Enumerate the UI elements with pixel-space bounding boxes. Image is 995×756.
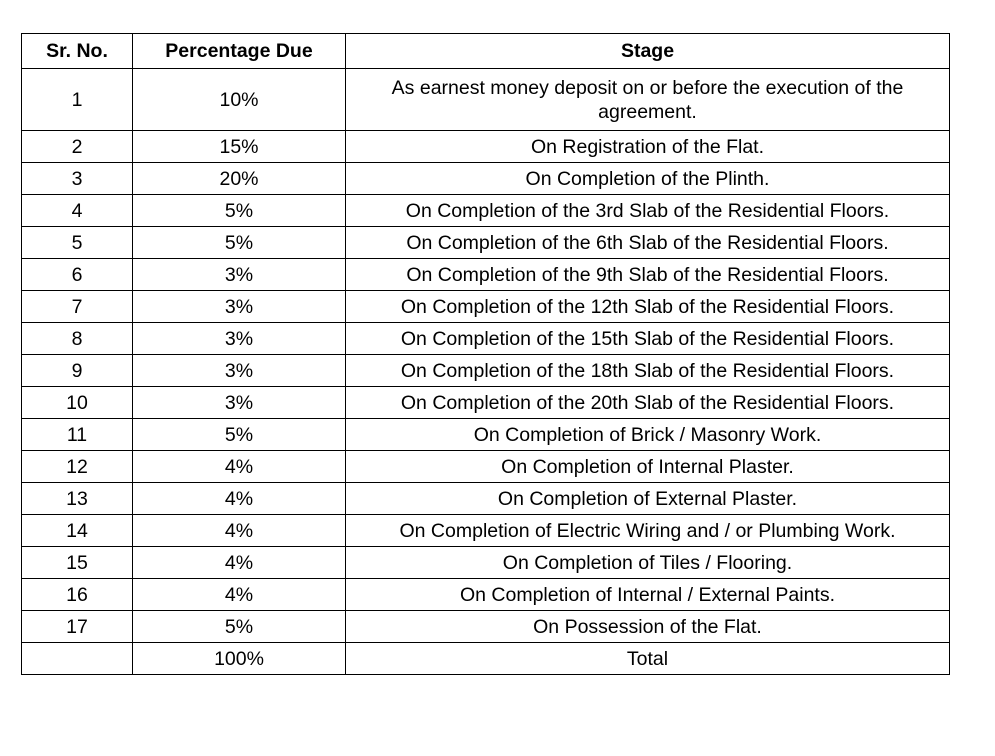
cell-percentage: 3%: [133, 259, 346, 291]
total-percentage: 100%: [133, 643, 346, 675]
payment-schedule-table: [21, 33, 950, 675]
cell-percentage: 3%: [133, 355, 346, 387]
cell-percentage: 3%: [133, 291, 346, 323]
cell-stage: On Completion of Internal / External Paints.: [346, 579, 950, 611]
table-row: [22, 419, 950, 451]
cell-percentage: 4%: [133, 515, 346, 547]
cell-sr-no: 4: [22, 195, 133, 227]
table-row: [22, 195, 950, 227]
cell-percentage: 15%: [133, 131, 346, 163]
cell-sr-no: 10: [22, 387, 133, 419]
cell-sr-no: 9: [22, 355, 133, 387]
table-row: [22, 387, 950, 419]
cell-sr-no: 2: [22, 131, 133, 163]
cell-percentage: 5%: [133, 611, 346, 643]
table-row: [22, 259, 950, 291]
cell-sr-no: 14: [22, 515, 133, 547]
table-row: [22, 355, 950, 387]
table-row: [22, 547, 950, 579]
cell-sr-no: 7: [22, 291, 133, 323]
table-row: [22, 451, 950, 483]
cell-sr-no: 17: [22, 611, 133, 643]
cell-stage: On Completion of the 6th Slab of the Residential Floors.: [346, 227, 950, 259]
cell-sr-no: 3: [22, 163, 133, 195]
cell-stage: On Completion of External Plaster.: [346, 483, 950, 515]
cell-percentage: 20%: [133, 163, 346, 195]
cell-stage: On Completion of Internal Plaster.: [346, 451, 950, 483]
cell-sr-no: 8: [22, 323, 133, 355]
header-percentage-due: Percentage Due: [133, 34, 346, 69]
cell-stage: On Completion of Tiles / Flooring.: [346, 547, 950, 579]
cell-percentage: 4%: [133, 483, 346, 515]
cell-stage: On Completion of the 3rd Slab of the Residential Floors.: [346, 195, 950, 227]
cell-stage: As earnest money deposit on or before the execution of the agreement.: [346, 69, 950, 131]
table-row: [22, 611, 950, 643]
table-row: [22, 323, 950, 355]
cell-stage: On Completion of Electric Wiring and / or Plumbing Work.: [346, 515, 950, 547]
cell-percentage: 3%: [133, 323, 346, 355]
total-label: Total: [346, 643, 950, 675]
cell-sr-no: 15: [22, 547, 133, 579]
table-header-row: [22, 34, 950, 69]
cell-stage: On Completion of the 12th Slab of the Residential Floors.: [346, 291, 950, 323]
header-sr-no: Sr. No.: [22, 34, 133, 69]
cell-percentage: 4%: [133, 579, 346, 611]
cell-stage: On Completion of the 18th Slab of the Residential Floors.: [346, 355, 950, 387]
header-stage: Stage: [346, 34, 950, 69]
cell-sr-no: 11: [22, 419, 133, 451]
table-row: [22, 515, 950, 547]
cell-stage: On Completion of Brick / Masonry Work.: [346, 419, 950, 451]
cell-sr-no: 6: [22, 259, 133, 291]
cell-percentage: 4%: [133, 547, 346, 579]
cell-stage: On Completion of the 15th Slab of the Residential Floors.: [346, 323, 950, 355]
total-row: [22, 643, 950, 675]
cell-sr-no: 12: [22, 451, 133, 483]
cell-sr-no: 13: [22, 483, 133, 515]
cell-percentage: 10%: [133, 69, 346, 131]
cell-percentage: 3%: [133, 387, 346, 419]
cell-stage: On Registration of the Flat.: [346, 131, 950, 163]
table-row: [22, 227, 950, 259]
table-row: [22, 291, 950, 323]
table-row: [22, 163, 950, 195]
total-sr-no: [22, 643, 133, 675]
cell-stage: On Completion of the 9th Slab of the Residential Floors.: [346, 259, 950, 291]
cell-sr-no: 1: [22, 69, 133, 131]
table-row: [22, 69, 950, 131]
table-row: [22, 131, 950, 163]
cell-percentage: 4%: [133, 451, 346, 483]
cell-percentage: 5%: [133, 419, 346, 451]
cell-stage: On Completion of the 20th Slab of the Residential Floors.: [346, 387, 950, 419]
table-row: [22, 579, 950, 611]
table-row: [22, 483, 950, 515]
cell-sr-no: 16: [22, 579, 133, 611]
cell-percentage: 5%: [133, 195, 346, 227]
cell-stage: On Possession of the Flat.: [346, 611, 950, 643]
cell-sr-no: 5: [22, 227, 133, 259]
cell-stage: On Completion of the Plinth.: [346, 163, 950, 195]
payment-schedule-container: [21, 33, 950, 675]
cell-percentage: 5%: [133, 227, 346, 259]
